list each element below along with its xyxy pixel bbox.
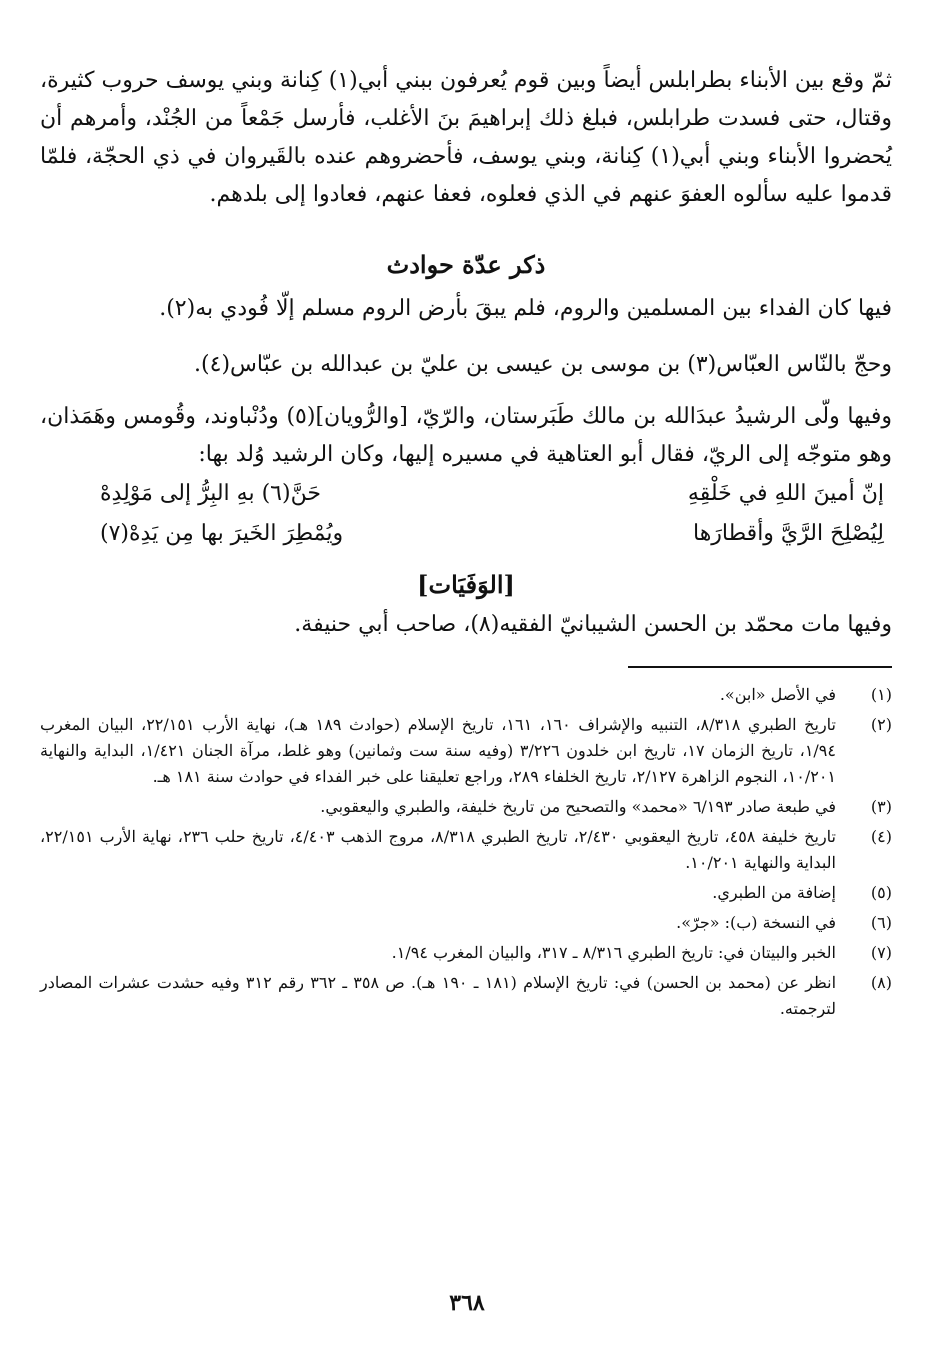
footnote <box>40 712 892 790</box>
footnote <box>40 880 892 906</box>
footnote-number: (٦) <box>870 913 892 932</box>
footnote-text: تاريخ الطبري ٨/٣١٨، التنبيه والإشراف ١٦٠، ١٦١، تاريخ الإسلام (حوادث ١٨٩ هـ)، نهاية الأرب ٢٢/١٥١، البيان المغرب ١/٩٤، تاريخ الزمان ١٧، تاريخ ابن خلدون ٣/٢٢٦ (وفيه سنة ست وثمانين) وهو غلط، مرآة الجنان ١/٤٢١، البداية والنهاية ١٠/٢٠١، النجوم الزاهرة ٢/١٢٧، تاريخ الخلفاء ٢٨٩، وراجع تعليقنا على خبر الفداء في حوادث سنة ١٨١ هـ. <box>40 715 836 786</box>
paragraph-pilgrimage: وحجّ بالنّاس العبّاس(٣) بن موسى بن عيسى بن عليّ بن عبدالله بن عبّاس(٤). <box>194 352 892 377</box>
footnote-divider <box>628 666 892 668</box>
footnote <box>40 682 892 708</box>
footnote-number: (٢) <box>870 715 892 734</box>
poem-verse <box>40 514 892 554</box>
paragraph-prisoner-exchange: فيها كان الفداء بين المسلمين والروم، فلم يبقَ بأرض الروم مسلم إلّا فُودي به(٢). <box>159 296 892 321</box>
footnote <box>40 940 892 966</box>
page-body <box>40 62 892 1026</box>
verse-first-hemistich: لِيُصْلِحَ الرَّيَّ وأقطارَها <box>693 521 884 546</box>
footnote-number: (١) <box>870 685 892 704</box>
verse-first-hemistich: إنّ أمينَ اللهِ في خَلْقِهِ <box>687 481 884 506</box>
footnote-number: (٨) <box>870 973 892 992</box>
intro-paragraph: ثمّ وقع بين الأبناء بطرابلس أيضاً وبين قوم يُعرفون ببني أبي(١) كِنانة وبني يوسف حروب كثيرة، وقتال، حتى فسدت طرابلس، فبلغ ذلك إبراهيمَ بنَ الأغلب، فأرسل جَمْعاً من الجُنْد، وأمرهم أن يُحضروا الأبناء وبني أبي(١) كِنانة، وبني يوسف، فأحضروهم عنده بالقَيروان في ذي الحجّة، فلمّا قدموا عليه سألوه العفوَ عنهم في الذي فعلوه، فعفا عنهم، فعادوا إلى بلدهم. <box>40 68 892 207</box>
footnote-text: في النسخة (ب): «جرّ». <box>676 913 836 932</box>
footnote <box>40 970 892 1022</box>
verse-second-hemistich: حَنَّ(٦) بهِ البِرُّ إلى مَوْلِدِهْ <box>100 481 321 506</box>
section-heading-events: ذكر عدّة حوادث <box>386 250 546 279</box>
footnote-text: الخبر والبيتان في: تاريخ الطبري ٨/٣١٦ ـ ٣١٧، والبيان المغرب ١/٩٤. <box>391 943 836 962</box>
footnote-number: (٥) <box>870 883 892 902</box>
footnote-number: (٤) <box>870 827 892 846</box>
paragraph-death-notice: وفيها مات محمّد بن الحسن الشيبانيّ الفقيه(٨)، صاحب أبي حنيفة. <box>294 612 892 637</box>
paragraph-rashid-appointment: وفيها ولّى الرشيدُ عبدَالله بن مالك طَبَرستان، والرّيّ، [والرُّويان](٥) ودُنْباوند، وقُومس وهَمَذان، وهو متوجّه إلى الريّ، فقال أبو العتاهية في مسيره إليها، وكان الرشيد وُلد بها: <box>40 404 892 467</box>
page-number: ٣٦٨ <box>449 1290 485 1316</box>
verse-second-hemistich: ويُمْطِرَ الخَيرَ بها مِن يَدِهْ(٧) <box>100 521 344 546</box>
footnote-text: انظر عن (محمد بن الحسن) في: تاريخ الإسلام (١٨١ ـ ١٩٠ هـ). ص ٣٥٨ ـ ٣٦٢ رقم ٣١٢ وفيه حشدت عشرات المصادر لترجمته. <box>40 973 837 1018</box>
footnote-text: في الأصل «ابن». <box>719 685 836 704</box>
section-heading-deaths: [الوَفَيَات] <box>417 570 515 599</box>
footnote-text: إضافة من الطبري. <box>712 883 836 902</box>
footnote <box>40 910 892 936</box>
footnote-number: (٧) <box>870 943 892 962</box>
footnote-text: في طبعة صادر ٦/١٩٣ «محمد» والتصحيح من تاريخ خليفة، والطبري واليعقوبي. <box>320 797 836 816</box>
footnote <box>40 794 892 820</box>
footnotes <box>40 682 892 1022</box>
footnote <box>40 824 892 876</box>
footnote-text: تاريخ خليفة ٤٥٨، تاريخ اليعقوبي ٢/٤٣٠، تاريخ الطبري ٨/٣١٨، مروج الذهب ٤/٤٠٣، تاريخ حلب ٢٣٦، نهاية الأرب ٢٢/١٥١، البداية والنهاية ١٠/٢٠١. <box>40 827 837 872</box>
footnote-number: (٣) <box>870 797 892 816</box>
poem-verse <box>40 474 892 514</box>
poem <box>40 474 892 554</box>
